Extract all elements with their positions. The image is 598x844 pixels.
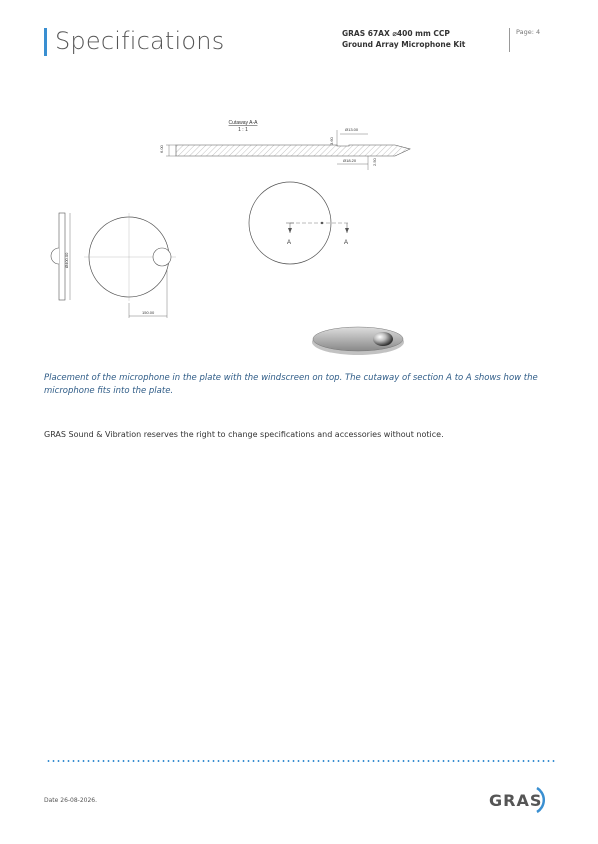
page-number: Page: 4 bbox=[516, 28, 541, 36]
technical-drawing bbox=[0, 0, 598, 370]
plate-3d-render bbox=[312, 327, 404, 355]
gras-logo-text: GRAS bbox=[489, 791, 543, 810]
dim-plate-diameter: Ø400.00 bbox=[64, 252, 69, 268]
top-view bbox=[84, 213, 176, 318]
windscreen-ball bbox=[373, 332, 393, 346]
gras-logo bbox=[487, 784, 547, 816]
section-label-left: A bbox=[287, 240, 292, 246]
figure-caption: Placement of the microphone in the plate with the windscreen on top. The cutaway of section A to A shows how the microphone fits into the plate. bbox=[44, 373, 538, 396]
cutaway-scale: 1 : 1 bbox=[238, 127, 248, 133]
product-name-line2: Ground Array Microphone Kit bbox=[342, 40, 466, 49]
disclaimer-text: GRAS Sound & Vibration reserves the right to change specifications and accessories without notice. bbox=[44, 430, 444, 439]
dim-offset: 150.00 bbox=[142, 310, 155, 315]
cutaway-profile bbox=[176, 145, 410, 156]
section-label-right: A bbox=[344, 240, 349, 246]
product-name-line1: GRAS 67AX ⌀400 mm CCP bbox=[342, 29, 450, 38]
dim-recess-depth: 3.60 bbox=[329, 137, 334, 145]
section-view bbox=[249, 182, 349, 264]
page-title: Specifications bbox=[55, 27, 225, 55]
dim-thickness: 6.00 bbox=[159, 145, 164, 153]
cutaway-section bbox=[159, 120, 410, 170]
dim-bottom: 2.50 bbox=[372, 158, 377, 166]
footer-date: Date 26-08-2026. bbox=[44, 797, 98, 804]
cutaway-title: Cutaway A-A bbox=[228, 120, 258, 126]
side-view bbox=[51, 213, 70, 300]
dim-recess-diameter: Ø18.20 bbox=[343, 158, 357, 163]
dim-hole-diameter: Ø13.00 bbox=[345, 127, 359, 132]
footer-divider bbox=[46, 760, 556, 762]
